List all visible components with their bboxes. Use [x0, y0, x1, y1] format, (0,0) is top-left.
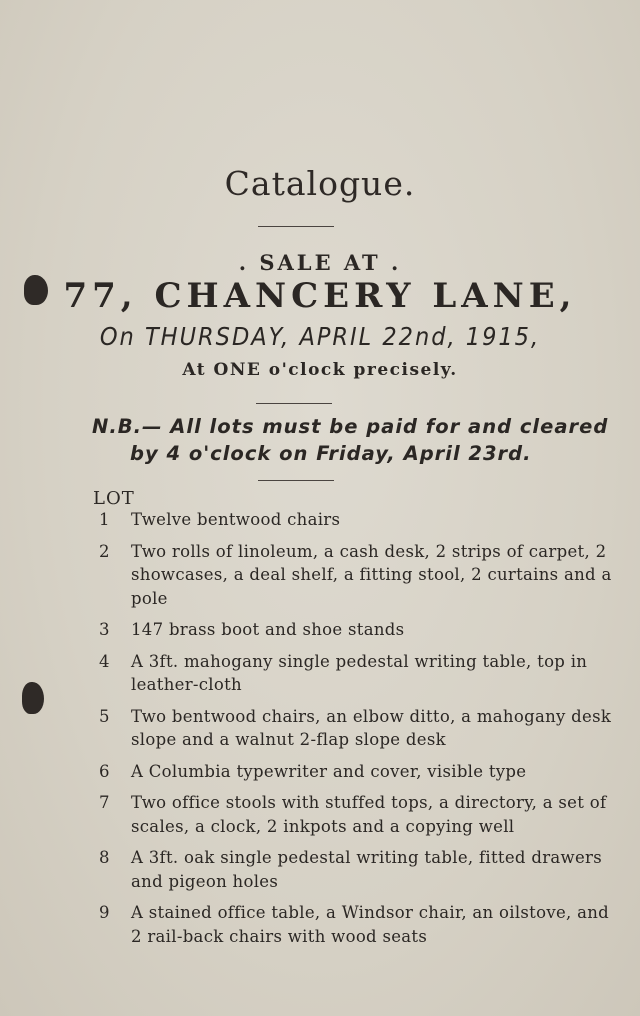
section-rule-1 — [256, 403, 332, 404]
lot-number: 3 — [99, 620, 110, 639]
ink-blot-bottom — [22, 682, 44, 714]
sale-time: At ONE o'clock precisely. — [182, 360, 458, 380]
lot-description: A 3ft. mahogany single pedestal writing table, top in leather-cloth — [131, 651, 588, 694]
lot-description: A stained office table, a Windsor chair, an oilstove, and 2 rail-back chairs with wood seats — [131, 903, 610, 946]
lot-item — [95, 705, 625, 752]
lot-description: Twelve bentwood chairs — [131, 510, 341, 529]
lot-number: 5 — [99, 706, 110, 726]
title-rule — [258, 226, 334, 227]
payment-notice-line1: N.B.— All lots must be paid for and cleared — [92, 415, 609, 438]
lot-description: Two rolls of linoleum, a cash desk, 2 strips of carpet, 2 showcases, a deal shelf, a fitting stool, 2 curtains and a pole — [131, 541, 612, 608]
lot-description: Two office stools with stuffed tops, a directory, a set of scales, a clock, 2 inkpots and a copying well — [131, 793, 607, 836]
lot-list — [95, 508, 625, 956]
lot-number: 8 — [99, 848, 110, 867]
payment-notice-line2: by 4 o'clock on Friday, April 23rd. — [130, 442, 532, 465]
lot-number: 1 — [99, 510, 110, 529]
sale-date: On THURSDAY, APRIL 22nd, 1915, — [99, 322, 541, 351]
lot-number: 6 — [99, 761, 110, 781]
lot-column-header: LOT — [93, 488, 135, 509]
sale-line: . SALE AT . — [238, 250, 402, 275]
lot-item — [95, 901, 625, 948]
lot-description: A 3ft. oak single pedestal writing table, fitted drawers and pigeon holes — [131, 848, 602, 891]
lot-description: 147 brass boot and shoe stands — [131, 620, 405, 639]
lot-item — [95, 760, 625, 784]
lot-description: A Columbia typewriter and cover, visible type — [131, 761, 527, 781]
lot-number: 9 — [99, 903, 110, 922]
lot-number: 2 — [99, 541, 110, 561]
lot-item — [95, 540, 625, 611]
sale-address: 77, CHANCERY LANE, — [63, 276, 577, 316]
lot-item — [95, 846, 625, 893]
lot-item — [95, 618, 625, 642]
section-rule-2 — [258, 480, 334, 481]
lot-item — [95, 508, 625, 532]
lot-item — [95, 791, 625, 838]
payment-notice — [92, 413, 612, 467]
lot-number: 7 — [99, 793, 110, 812]
lot-description: Two bentwood chairs, an elbow ditto, a mahogany desk slope and a walnut 2-flap slope desk — [131, 706, 612, 749]
lot-item — [95, 650, 625, 697]
lot-number: 4 — [99, 651, 110, 671]
page-title: Catalogue. — [224, 164, 416, 203]
